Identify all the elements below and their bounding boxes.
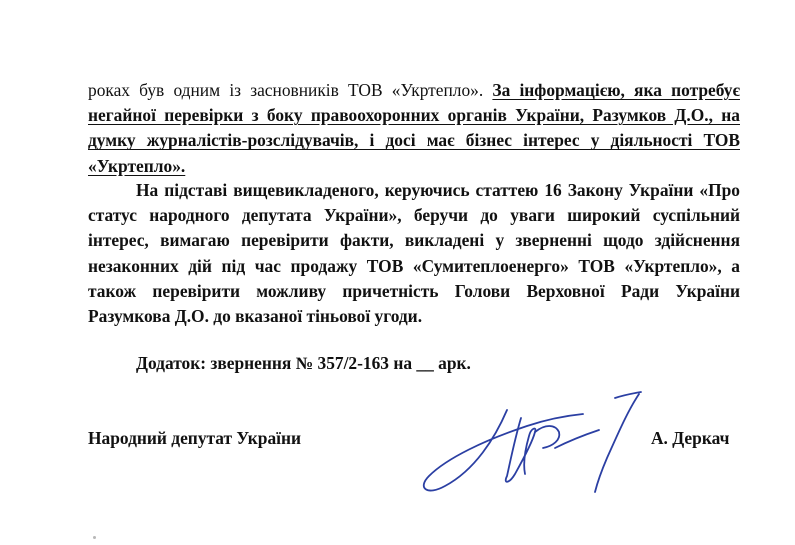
- scan-speck: [93, 536, 96, 539]
- signer-name: А. Деркач: [651, 428, 730, 448]
- handwritten-signature: [415, 388, 645, 500]
- signer-title: Народний депутат України: [88, 428, 302, 448]
- underlined-claim-text: За інформацією, яка потребує негайної перевірки з боку правоохоронних органів України, Разумков Д.О., на думку журналістів-розслідувачів, і досі має бізнес інтерес у діяльності ТОВ «Укртепло».: [88, 80, 740, 176]
- paragraph-demand: На підставі вищевикладеного, керуючись статтею 16 Закону України «Про статус народного депутата України», беручи до уваги широкий суспільний інтерес, вимагаю перевірити факти, викладені у зверненні щодо здійснення незаконних дій під час продажу ТОВ «Сумитеплоенерго» ТОВ «Укртепло», а також перевірити можливу причетність Голови Верховної Ради України Разумкова Д.О. до вказаної тіньової угоди.: [88, 180, 740, 327]
- attachment-line: Додаток: звернення № 357/2-163 на __ арк.: [136, 353, 471, 373]
- paragraph-lead-text: роках був одним із засновників ТОВ «Укртепло».: [88, 80, 493, 100]
- paragraph-founders: [88, 78, 740, 179]
